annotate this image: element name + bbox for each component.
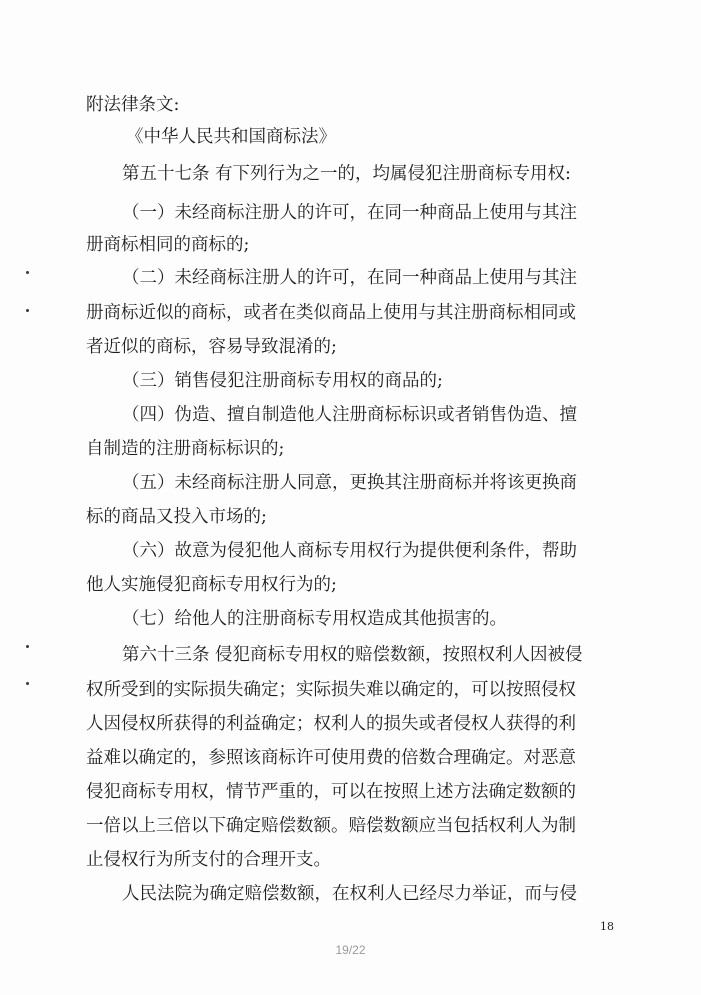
text-line: 一倍以上三倍以下确定赔偿数额。赔偿数额应当包括权利人为制 <box>86 816 576 836</box>
text-line: 益难以确定的，参照该商标许可使用费的倍数合理确定。对恶意 <box>86 748 576 768</box>
text-line: （五）未经商标注册人同意，更换其注册商标并将该更换商 <box>122 473 577 493</box>
binding-hole-mark <box>26 271 29 274</box>
text-line: 止侵权行为所支付的合理开支。 <box>86 850 331 870</box>
text-line: 权所受到的实际损失确定；实际损失难以确定的，可以按照侵权 <box>86 680 576 700</box>
text-line: （七）给他人的注册商标专用权造成其他损害的。 <box>122 609 507 629</box>
text-line: 附法律条文: <box>86 95 180 115</box>
binding-hole-mark <box>26 309 29 312</box>
binding-hole-mark <box>26 645 29 648</box>
text-line: 册商标近似的商标，或者在类似商品上使用与其注册商标相同或 <box>86 303 576 323</box>
text-line: 者近似的商标，容易导致混淆的; <box>86 337 337 357</box>
text-line: 标的商品又投入市场的; <box>86 507 267 527</box>
text-line: 册商标相同的商标的; <box>86 235 250 255</box>
text-line: 人民法院为确定赔偿数额，在权利人已经尽力举证，而与侵 <box>122 884 577 904</box>
text-line: （一）未经商标注册人的许可，在同一种商品上使用与其注 <box>122 203 577 223</box>
text-line: （四）伪造、擅自制造他人注册商标标识或者销售伪造、擅 <box>122 405 577 425</box>
law-title: 《中华人民共和国商标法》 <box>126 127 336 147</box>
text-line: 侵犯商标专用权，情节严重的，可以在按照上述方法确定数额的 <box>86 782 576 802</box>
text-line: 他人实施侵犯商标专用权行为的; <box>86 575 337 595</box>
text-line: 第五十七条 有下列行为之一的，均属侵犯注册商标专用权: <box>122 164 571 184</box>
viewer-page-indicator: 19/22 <box>335 943 366 957</box>
binding-hole-mark <box>26 682 29 685</box>
page-number: 18 <box>600 920 614 933</box>
text-line: （六）故意为侵犯他人商标专用权行为提供便利条件，帮助 <box>122 541 577 561</box>
text-line: 第六十三条 侵犯商标专用权的赔偿数额，按照权利人因被侵 <box>122 645 583 665</box>
text-line: （三）销售侵犯注册商标专用权的商品的; <box>122 371 443 391</box>
text-line: 人因侵权所获得的利益确定；权利人的损失或者侵权人获得的利 <box>86 714 576 734</box>
text-line: （二）未经商标注册人的许可，在同一种商品上使用与其注 <box>122 268 577 288</box>
text-line: 自制造的注册商标标识的; <box>86 439 285 459</box>
